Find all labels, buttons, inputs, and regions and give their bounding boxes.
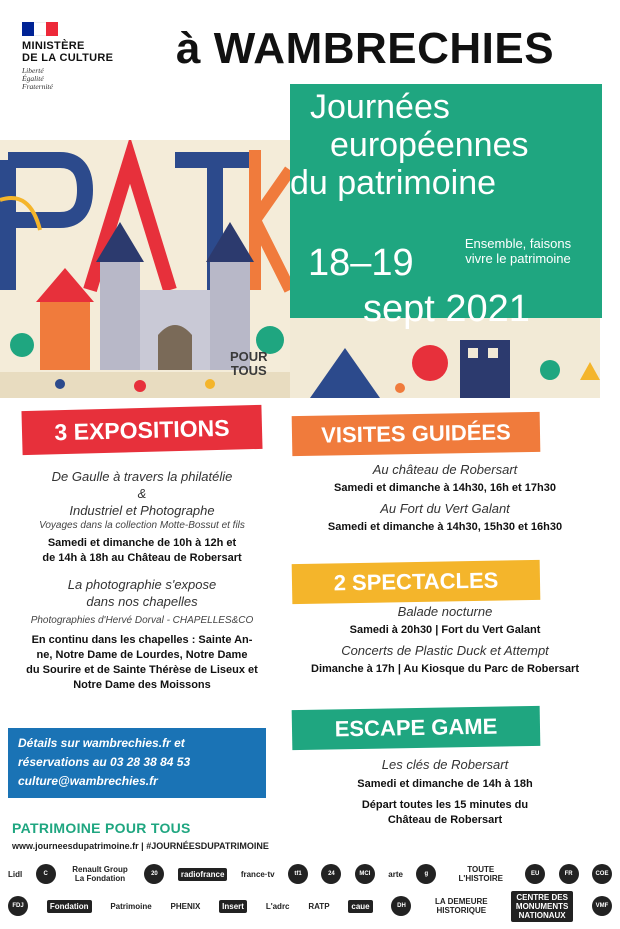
- contact-info-box: [8, 728, 266, 798]
- slogan-line-2: vivre le patrimoine: [465, 251, 571, 266]
- partner-logo: caue: [348, 900, 372, 913]
- spectacle1-title: Balade nocturne: [397, 604, 493, 619]
- slogan-line-1: Ensemble, faisons: [464, 236, 572, 251]
- contact-email[interactable]: culture@wambrechies.fr: [18, 774, 158, 788]
- website-and-hashtag[interactable]: www.journeesdupatrimoine.fr | #JOURNÉESDUPATRIMOINE: [12, 841, 269, 851]
- expo2-title: Industriel et Photographe: [69, 503, 215, 518]
- french-flag-logo: [22, 22, 58, 36]
- partner-logo: DH: [391, 896, 411, 916]
- expo-ampersand: &: [137, 486, 147, 501]
- expo3-info-line-4: Notre Dame des Moissons: [73, 679, 211, 691]
- partner-logo: FR: [559, 864, 579, 884]
- expo3-subtitle: Photographies d'Hervé Dorval - CHAPELLES&CO: [30, 615, 254, 626]
- visite1-hours: Samedi et dimanche à 14h30, 16h et 17h30: [334, 482, 556, 494]
- expo3-title-line-1: La photographie s'expose: [67, 577, 217, 592]
- reservation-phone[interactable]: réservations au 03 28 38 84 53: [18, 755, 191, 769]
- partner-logo: Fondation: [47, 900, 92, 913]
- visites-section: [290, 461, 600, 535]
- pour-tous-line-1: POUR: [230, 349, 268, 364]
- spectacle2-title: Concerts de Plastic Duck et Attempt: [341, 643, 549, 658]
- partner-logos-row-2: [8, 890, 612, 922]
- partner-logo: COE: [592, 864, 612, 884]
- motto-liberte: Liberté: [22, 66, 44, 75]
- spectacle1-info: Samedi à 20h30 | Fort du Vert Galant: [349, 624, 541, 636]
- partner-logo: FDJ: [8, 896, 28, 916]
- republic-motto: [22, 67, 53, 91]
- escape-info-line-2: Départ toutes les 15 minutes du: [361, 799, 529, 811]
- partner-logo: VMF: [592, 896, 612, 916]
- flag-blue-stripe: [22, 22, 34, 36]
- expo3-info-line-1: En continu dans les chapelles : Sainte An-: [31, 634, 253, 646]
- ministry-line-1: MINISTÈRE: [22, 40, 85, 52]
- partner-logo: CENTRE DES MONUMENTS NATIONAUX: [511, 891, 573, 922]
- visites-guidees-banner: VISITES GUIDÉES: [292, 412, 541, 456]
- expo3-title-line-2: dans nos chapelles: [86, 594, 198, 609]
- event-title-line-2: européennes: [330, 126, 529, 164]
- ministry-line-2: DE LA CULTURE: [22, 52, 114, 64]
- visite1-place: Au château de Robersart: [372, 462, 518, 477]
- partner-logo: Patrimoine: [110, 901, 152, 911]
- escape-game-banner: ESCAPE GAME: [292, 706, 541, 750]
- event-title-panel: [290, 84, 602, 330]
- motto-fraternite: Fraternité: [22, 82, 53, 91]
- spectacles-banner: 2 SPECTACLES: [292, 560, 541, 604]
- event-title: [290, 88, 529, 202]
- spectacles-section: [290, 603, 600, 677]
- expo3-info-line-2: ne, Notre Dame de Lourdes, Notre Dame: [36, 649, 248, 661]
- spectacle2-info: Dimanche à 17h | Au Kiosque du Parc de Robersart: [311, 663, 579, 675]
- partner-logo: PHENIX: [170, 901, 201, 911]
- flag-white-stripe: [34, 22, 46, 36]
- patrimoine-pour-tous-title: PATRIMOINE POUR TOUS: [12, 820, 191, 836]
- partner-logo: RATP: [308, 901, 330, 911]
- expositions-section: [6, 468, 278, 693]
- details-link[interactable]: Détails sur wambrechies.fr et: [18, 736, 185, 750]
- visite2-hours: Samedi et dimanche à 14h30, 15h30 et 16h30: [327, 521, 563, 533]
- partner-logo: tf1: [288, 864, 308, 884]
- event-dates: [308, 240, 530, 332]
- expositions-banner: 3 EXPOSITIONS: [21, 405, 262, 455]
- escape-info-line-3: Château de Robersart: [387, 814, 503, 826]
- expo-hours-line-2: de 14h à 18h au Château de Robersart: [42, 552, 242, 564]
- partner-logos-row-1: [8, 858, 612, 890]
- visite2-place: Au Fort du Vert Galant: [380, 501, 510, 516]
- town-title: à WAMBRECHIES: [176, 24, 555, 73]
- pour-tous-caption: [230, 350, 268, 378]
- partner-logo: TOUTE L'HISTOIRE: [458, 865, 503, 883]
- partner-logo: radiofrance: [178, 868, 228, 881]
- expo-hours-line-1: Samedi et dimanche de 10h à 12h et: [47, 537, 237, 549]
- flag-red-stripe: [46, 22, 58, 36]
- ministry-name: [22, 40, 113, 64]
- event-title-line-3: du patrimoine: [290, 164, 497, 202]
- event-days: 18–19: [308, 242, 414, 284]
- event-title-line-1: Journées: [310, 88, 450, 126]
- partner-logo: Lidl: [8, 869, 23, 879]
- partner-logo: arte: [388, 869, 403, 879]
- partner-logo: 20: [144, 864, 164, 884]
- partner-logo: C: [36, 864, 56, 884]
- motto-egalite: Égalité: [22, 74, 44, 83]
- partner-logo: Renault Group La Fondation: [72, 865, 128, 883]
- event-month-year: sept 2021: [363, 288, 530, 330]
- partner-logos: [8, 858, 612, 922]
- partner-logo: EU: [525, 864, 545, 884]
- partner-logo: france·tv: [240, 869, 275, 879]
- partner-logo: Insert: [219, 900, 247, 913]
- partner-logo: g: [416, 864, 436, 884]
- expo1-title: De Gaulle à travers la philatélie: [51, 469, 233, 484]
- partner-logo: MCI: [355, 864, 375, 884]
- expo2-subtitle: Voyages dans la collection Motte-Bossut et fils: [39, 520, 245, 531]
- escape-title: Les clés de Robersart: [381, 757, 509, 772]
- expo3-info-line-3: du Sourire et de Sainte Thérèse de Liseux et: [26, 664, 258, 676]
- escape-game-section: [290, 756, 600, 828]
- partner-logo: LA DEMEURE HISTORIQUE: [435, 897, 488, 915]
- pour-tous-line-2: TOUS: [230, 363, 267, 378]
- partner-logo: 24: [321, 864, 341, 884]
- partner-logo: L'adrc: [265, 901, 290, 911]
- escape-info-line-1: Samedi et dimanche de 14h à 18h: [357, 778, 533, 790]
